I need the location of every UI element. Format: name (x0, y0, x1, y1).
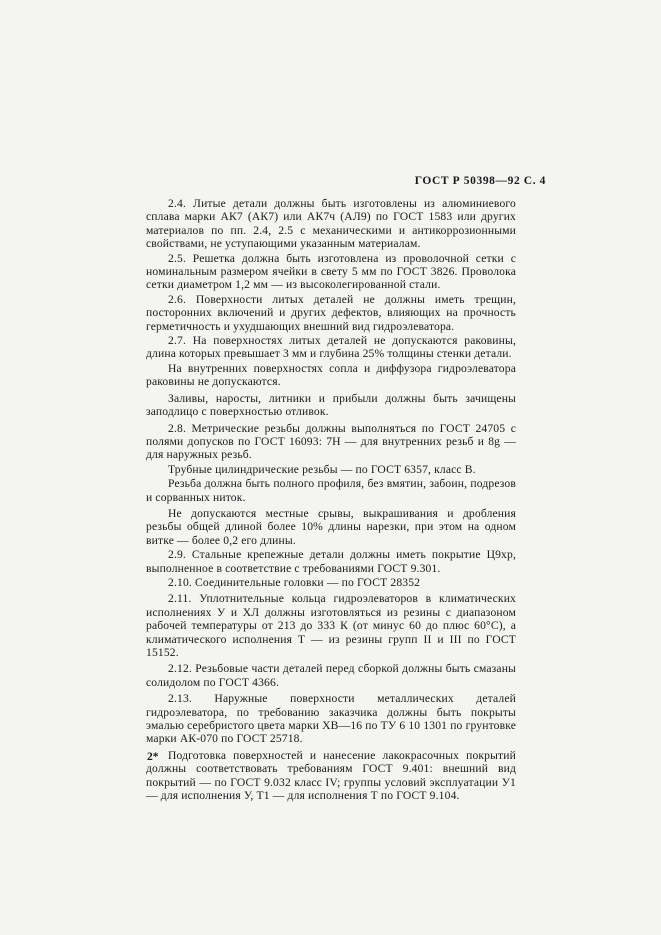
paragraph-2-10: 2.10. Соединительные головки — по ГОСТ 28352 (168, 575, 421, 589)
paragraph-2-7-cleanup: Заливы, наросты, литники и прибыли должны быть зачищены заподлицо с поверхностью отливок. (146, 391, 516, 419)
paragraph-2-4: 2.4. Литые детали должны быть изготовлены из алюминиевого сплава марки АК7 (АК7) или АК7ч (АЛ9) по ГОСТ 1583 или других материалов по пп. 2.4, 2.5 с механическими и антикоррозионными свойствами, не уступающими указанным материалам. (146, 197, 516, 251)
document-body (146, 197, 516, 803)
paragraph-2-8-pipe: Трубные цилиндрические резьбы — по ГОСТ 6357, класс В. (168, 462, 476, 476)
paragraph-2-5: 2.5. Решетка должна быть изготовлена из проволочной сетки с номинальным размером ячейки в свету 5 мм по ГОСТ 3826. Проволока сетки диаметром 1,2 мм — из высоколегированной стали. (146, 251, 516, 292)
paragraph-2-7-inner: На внутренних поверхностях сопла и диффузора гидроэлеватора раковины не допускаются. (146, 361, 516, 389)
paragraph-2-8-profile: Резьба должна быть полного профиля, без вмятин, забоин, подрезов и сорванных ниток. (146, 477, 516, 504)
paragraph-2-11: 2.11. Уплотнительные кольца гидроэлеваторов в климатических исполнениях У и ХЛ должны изготовляться из резины с диапазоном рабочей температуры от 213 до 333 К (от минус 60 до плюс 60°С), а климатического исполнения Т — из резины групп II и III по ГОСТ 15152. (146, 592, 516, 659)
page-header: ГОСТ Р 50398—92 С. 4 (414, 175, 546, 187)
page-footer: 2* (147, 751, 159, 763)
paragraph-2-12: 2.12. Резьбовые части деталей перед сборкой должны быть смазаны солидолом по ГОСТ 4366. (146, 662, 516, 689)
paragraph-2-9: 2.9. Стальные крепежные детали должны иметь покрытие Ц9хр, выполненное в соответствие с требованиями ГОСТ 9.301. (146, 548, 516, 575)
paragraph-2-8-defects: Не допускаются местные срывы, выкрашивания и дробления резьбы общей длиной более 10% длины нарезки, при этом на одном витке — более 0,2 его длины. (146, 506, 516, 547)
paragraph-2-13: 2.13. Наружные поверхности металлических деталей гидроэлеватора, по требованию заказчика должны быть покрыты эмалью серебристого цвета марки ХВ—16 по ТУ 6 10 1301 по грунтовке марки АК-070 по ГОСТ 25718. (146, 692, 516, 746)
paragraph-2-6: 2.6. Поверхности литых деталей не должны иметь трещин, посторонних включений и других дефектов, влияющих на прочность герметичность и ухудшающих внешний вид гидроэлеватора. (146, 292, 516, 333)
paragraph-2-7: 2.7. На поверхностях литых деталей не допускаются раковины, длина которых превышает 3 мм и глубина 25% толщины стенки детали. (146, 334, 516, 361)
paragraph-2-13-coating: Подготовка поверхностей и нанесение лакокрасочных покрытий должны соответствовать требованиям ГОСТ 9.401: внешний вид покрытий — по ГОСТ 9.032 класс IV; группы условий эксплуатации У1 — для исполнения У, Т1 — для исполнения Т по ГОСТ 9.104. (146, 748, 516, 803)
paragraph-2-8: 2.8. Метрические резьбы должны выполняться по ГОСТ 24705 с полями допусков по ГОСТ 16093: 7Н — для внутренних резьб и 8g — для наружных резьб. (146, 421, 516, 462)
